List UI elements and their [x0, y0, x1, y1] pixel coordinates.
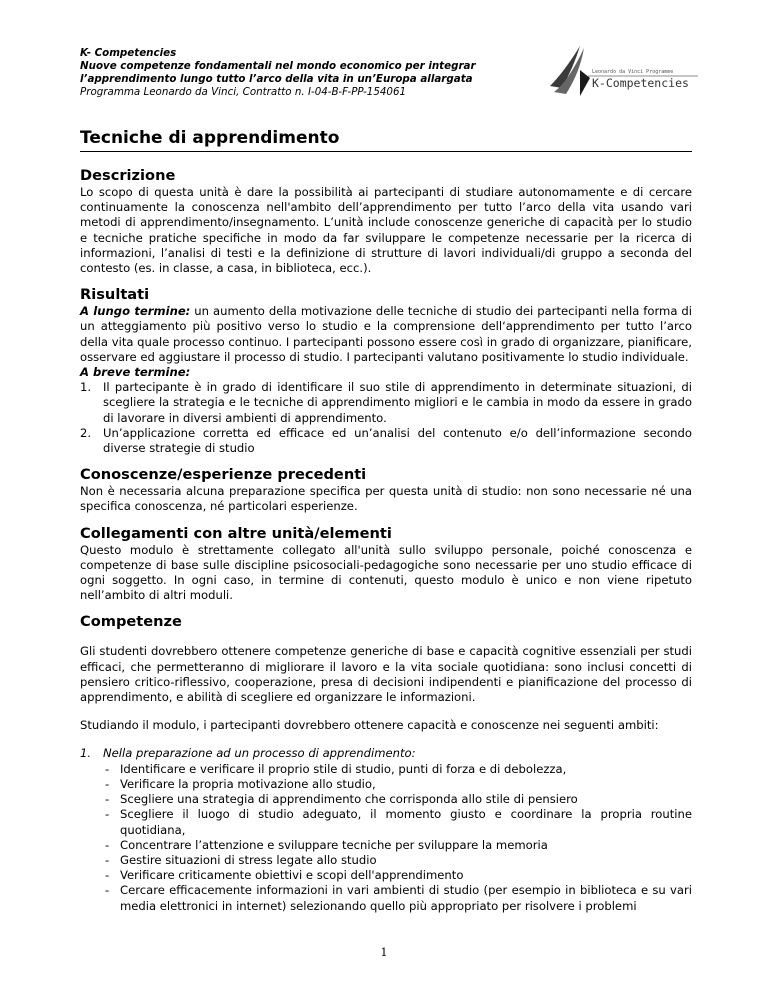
bullet-item: - Verificare la propria motivazione allo studio, — [105, 776, 376, 791]
bullet-item: - Concentrare l’attenzione e sviluppare tecniche per sviluppare la memoria — [105, 837, 548, 852]
risultati-long-term — [80, 304, 692, 365]
document-header — [80, 47, 520, 99]
competenze-paragraph-2: Studiando il modulo, i partecipanti dovrebbero ottenere capacità e conoscenze nei seguenti ambiti: — [80, 718, 659, 733]
page-number: 1 — [380, 946, 388, 959]
list-item-number: 1. — [80, 746, 92, 761]
list-item — [80, 380, 692, 426]
heading-collegamenti: Collegamenti con altre unità/elementi — [80, 524, 392, 542]
descrizione-text: Lo scopo di questa unità è dare la possibilità ai partecipanti di studiare autonomamente e di cercare continuamente la conoscenza nell'ambito dell’apprendimento per tutto l’arco della vita usando vari metodi di apprendimento/insegnamento. L’unità include conoscenze generiche di capacità per lo studio e tecniche pratiche specifiche in modo da far sviluppare le competenze necessarie per la ricerca di informazioni, l’analisi di testi e la definizione di strutture di lavori individuali/di gruppo a seconda del contesto (es. in classe, a casa, in biblioteca, ecc.). — [80, 185, 692, 276]
long-term-text: un aumento della motivazione delle tecniche di studio dei partecipanti nella forma di un atteggiamento più positivo verso lo studio e la comprensione dell‘apprendimento per tutto l’arco della vita quale processo continuo. I partecipanti possono essere così in grado di organizzare, pianificare, osservare ed aggiustare il processo di studio. I partecipanti valutano positivamente lo studio individuale. — [80, 304, 692, 364]
heading-descrizione: Descrizione — [80, 167, 176, 184]
list-item-title: Nella preparazione ad un processo di apprendimento: — [103, 746, 416, 761]
collegamenti-text: Questo modulo è strettamente collegato all'unità sullo sviluppo personale, poiché conoscenza e competenze di base sulle discipline psicosociali-pedagogiche sono necessarie per uno studio efficace di ogni soggetto. In ogni caso, in termine di contenuti, questo modulo è unico e non viene ripetuto nell’ambito di altri moduli. — [80, 542, 692, 603]
bullet-item: - Identificare e verificare il proprio stile di studio, punti di forza e di debolezza, — [105, 761, 567, 776]
long-term-label: A lungo termine: — [80, 304, 191, 319]
bullet-item: - Scegliere una strategia di apprendimento che corrisponda allo stile di pensiero — [105, 792, 578, 807]
list-item-text: Il partecipante è in grado di identificare il suo stile di apprendimento in determinate situazioni, di scegliere la strategia e le tecniche di apprendimento migliori e le cambia in modo da essere in grado di lavorare in diversi ambienti di apprendimento. — [103, 380, 692, 425]
bullet-item: - Gestire situazioni di stress legate allo studio — [105, 852, 377, 867]
list-item-number: 2. — [80, 425, 92, 440]
header-project-name: K- Competencies — [80, 47, 177, 59]
heading-conoscenze: Conoscenze/esperienze precedenti — [80, 466, 367, 484]
list-item — [80, 426, 692, 456]
bullet-item: - Scegliere il luogo di studio adeguato, il momento giusto e coordinare la propria routine quotidiana, — [105, 807, 692, 837]
conoscenze-text: Non è necessaria alcuna preparazione specifica per questa unità di studio: non sono necessarie né una specifica conoscenza, né particolari esperienze. — [80, 484, 692, 514]
list-item-number: 1. — [80, 380, 92, 395]
header-contract: Programma Leonardo da Vinci, Contratto n. I-04-B-F-PP-154061 — [80, 86, 407, 98]
k-competencies-logo — [540, 42, 700, 100]
logo-text: K-Competencies — [592, 76, 689, 90]
competenze-paragraph-1: Gli studenti dovrebbero ottenere competenze generiche di base e capacità cognitive essenziali per studi efficaci, che permetteranno di migliorare il lavoro e la vita sociale quotidiana: sono inclusi concetti di pensiero critico-riflessivo, cooperazione, presa di decisioni indipendenti e pianificazione del processo di apprendimento, e abilità di scegliere ed organizzare le informazioni. — [80, 644, 692, 705]
heading-risultati: Risultati — [80, 286, 150, 304]
header-project-subtitle-2: l’apprendimento lungo tutto l’arco della vita in un’Europa allargata — [80, 73, 473, 85]
header-project-subtitle-1: Nuove competenze fondamentali nel mondo economico per integrar — [80, 60, 476, 72]
logo-small-text: Leonardo da Vinci Programme — [592, 69, 674, 75]
logo-swoosh-icon — [540, 42, 700, 100]
bullet-item: - Verificare criticamente obiettivi e scopi dell'apprendimento — [105, 868, 464, 883]
list-item-text: Un’applicazione corretta ed efficace ed un’analisi del contenuto e/o dell’informazione secondo diverse strategie di studio — [103, 425, 692, 456]
heading-competenze: Competenze — [80, 613, 182, 631]
short-term-label: A breve termine: — [80, 365, 191, 380]
competenze-list-item — [80, 746, 692, 913]
risultati-list — [80, 380, 692, 456]
bullet-item: - Cercare efficacemente informazioni in vari ambienti di studio (per esempio in biblioteca e su vari media elettronici in internet) selezionando quello più appropriato per risolvere i problemi — [105, 883, 692, 913]
document-body — [80, 167, 692, 914]
page-title: Tecniche di apprendimento — [80, 128, 692, 152]
